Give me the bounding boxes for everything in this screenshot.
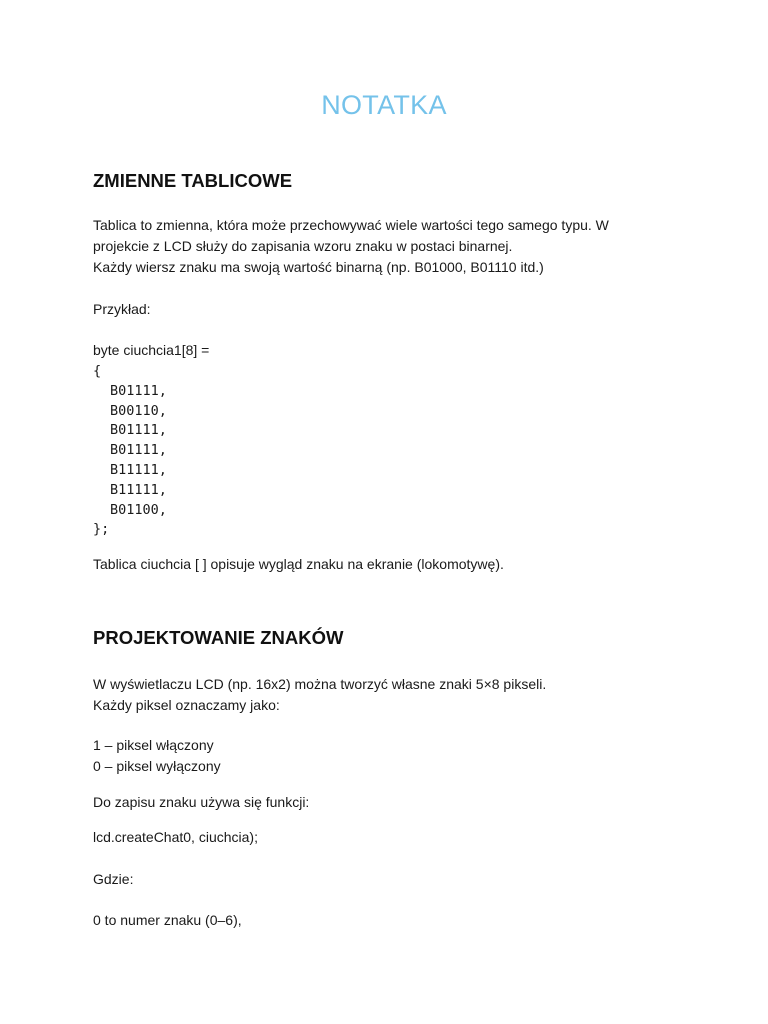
pixel-off-definition: 0 – piksel wyłączony <box>93 758 221 774</box>
array-summary: Tablica ciuchcia [ ] opisuje wygląd znaku na ekranie (lokomotywę). <box>93 556 504 572</box>
where-item: 0 to numer znaku (0–6), <box>93 912 242 928</box>
paragraph-line: Każdy piksel oznaczamy jako: <box>93 697 280 713</box>
paragraph-line: Tablica to zmienna, która może przechowywać wiele wartości tego samego typu. W <box>93 217 609 233</box>
code-row: B00110, <box>110 402 167 419</box>
code-row: B01111, <box>110 422 167 439</box>
section-heading-array-variables: ZMIENNE TABLICOWE <box>93 170 293 191</box>
section-heading-character-design: PROJEKTOWANIE ZNAKÓW <box>93 627 344 648</box>
function-call: lcd.createChat0, ciuchcia); <box>93 829 258 845</box>
function-intro: Do zapisu znaku używa się funkcji: <box>93 794 310 810</box>
code-row: B01111, <box>110 442 167 459</box>
page-title: NOTATKA <box>321 90 447 120</box>
code-row: B01111, <box>110 382 167 399</box>
paragraph-line: projekcie z LCD służy do zapisania wzoru znaku w postaci binarnej. <box>93 238 513 254</box>
code-row: B01100, <box>110 501 167 518</box>
where-label: Gdzie: <box>93 871 134 887</box>
code-open-brace: { <box>93 363 102 379</box>
code-block <box>93 362 167 540</box>
code-row: B11111, <box>110 461 167 478</box>
paragraph-line: Każdy wiersz znaku ma swoją wartość binarną (np. B01000, B01110 itd.) <box>93 259 544 275</box>
pixel-on-definition: 1 – piksel włączony <box>93 737 214 753</box>
code-close-brace: }; <box>93 521 110 538</box>
example-label: Przykład: <box>93 301 151 317</box>
paragraph-line: W wyświetlaczu LCD (np. 16x2) można tworzyć własne znaki 5×8 pikseli. <box>93 676 547 692</box>
code-row: B11111, <box>110 481 167 498</box>
code-declaration: byte ciuchcia1[8] = <box>93 342 210 358</box>
